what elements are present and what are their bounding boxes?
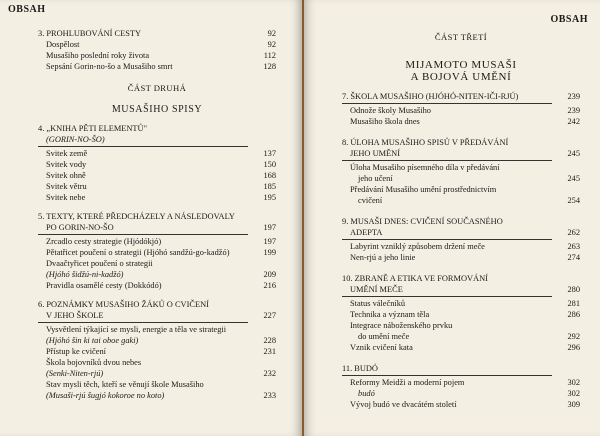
toc-entry: [38, 258, 276, 269]
entry-label: budó: [358, 389, 375, 398]
entry-label: Labyrint vzniklý způsobem držení meče: [350, 242, 485, 251]
right-running-header: OBSAH: [550, 14, 588, 25]
toc-entry: [342, 309, 580, 320]
entry-label: Vysvětlení týkající se mysli, energie a těla ve strategii: [46, 325, 227, 334]
page-number: 199: [263, 248, 276, 257]
page-number: 195: [263, 193, 276, 202]
page-number: 197: [263, 237, 276, 246]
entry-label: Musašiho škola dnes: [350, 117, 420, 126]
toc-entry: [38, 324, 276, 335]
toc-entry: [342, 388, 580, 399]
right-toc: [342, 22, 580, 410]
page-number: 286: [567, 310, 580, 319]
heading-label: V JEHO ŠKOLE: [46, 311, 104, 320]
entry-label: Technika a význam těla: [350, 310, 430, 319]
toc-entry: [38, 61, 276, 72]
heading-label: 8. ÚLOHA MUSAŠIHO SPISŮ V PŘEDÁVÁNÍ: [342, 138, 509, 147]
heading-label: 9. MUSAŠI DNES: CVIČENÍ SOUČASNÉHO: [342, 217, 503, 226]
toc-heading-9: [342, 216, 580, 227]
divider: [38, 234, 248, 235]
page-number: 128: [263, 62, 276, 71]
toc-entry: [342, 173, 580, 184]
entry-label: Přístup ke cvičení: [46, 347, 107, 356]
entry-label: Vznik cvičení kata: [350, 343, 413, 352]
entry-label: Reformy Meidži a moderní pojem: [350, 378, 465, 387]
page-number: 185: [263, 182, 276, 191]
toc-heading-10-cont: [342, 284, 580, 295]
entry-label: (Hjóhó šin ki tai oboe gaki): [46, 336, 139, 345]
toc-entry: [38, 39, 276, 50]
toc-entry: [38, 379, 276, 390]
entry-label: Pravidla osamělé cesty (Dokkódó): [46, 281, 162, 290]
toc-entry: [342, 320, 580, 331]
left-toc: [38, 28, 276, 401]
heading-label: PO GORIN-NO-ŠO: [46, 223, 114, 232]
entry-label: Svitek vody: [46, 160, 87, 169]
entry-label: Nen-rjú a jeho linie: [350, 253, 416, 262]
entry-label: Škola bojovníků dvou nebes: [46, 358, 142, 367]
toc-entry: [38, 280, 276, 291]
page-number: 239: [567, 92, 580, 101]
page-number: 239: [567, 106, 580, 115]
entry-label: Dvaačtyřicet poučení o strategii: [46, 259, 153, 268]
toc-entry: [38, 170, 276, 181]
toc-entry: [342, 162, 580, 173]
page-number: 302: [567, 378, 580, 387]
part-title: A BOJOVÁ UMĚNÍ: [410, 71, 512, 83]
page-number: 209: [263, 270, 276, 279]
toc-entry: [38, 368, 276, 379]
toc-heading-5-cont: [38, 222, 276, 233]
toc-entry: [342, 298, 580, 309]
heading-label: 4. „KNIHA PĚTI ELEMENTŮ": [38, 124, 148, 133]
divider: [38, 146, 248, 147]
entry-label: Svitek nebe: [46, 193, 86, 202]
entry-label: Předávání Musašiho umění prostřednictvím: [350, 185, 497, 194]
toc-heading-3: [38, 28, 276, 39]
toc-entry: [342, 116, 580, 127]
entry-label: Status válečníků: [350, 299, 406, 308]
page-number: 168: [263, 171, 276, 180]
page-number: 242: [567, 117, 580, 126]
entry-label: Dospělost: [46, 40, 80, 49]
page-number: 92: [267, 40, 276, 49]
page-number: 228: [263, 336, 276, 345]
heading-subtitle: (GORIN-NO-ŠO): [46, 135, 105, 144]
page-number: 263: [567, 242, 580, 251]
toc-entry: [342, 241, 580, 252]
toc-heading-6-cont: [38, 310, 276, 321]
entry-label: Svitek větru: [46, 182, 87, 191]
toc-heading-9-cont: [342, 227, 580, 238]
toc-entry: [342, 252, 580, 263]
page-number: 216: [263, 281, 276, 290]
entry-label: Integrace náboženského prvku: [350, 321, 453, 330]
page-number: 281: [567, 299, 580, 308]
divider: [342, 296, 552, 297]
toc-entry: [38, 236, 276, 247]
spacer: [342, 43, 580, 59]
toc-heading-8: [342, 137, 580, 148]
part-label: ČÁST TŘETÍ: [434, 32, 488, 42]
heading-label: 7. ŠKOLA MUSAŠIHO (HJÓHÓ-NITEN-IČI-RJÚ): [342, 92, 519, 101]
page-number: 92: [267, 29, 276, 38]
page-number: 280: [567, 285, 580, 294]
part-label: ČÁST DRUHÁ: [127, 83, 187, 93]
toc-entry: [342, 105, 580, 116]
toc-entry: [342, 331, 580, 342]
toc-entry: [342, 184, 580, 195]
page-number: 233: [263, 391, 276, 400]
toc-entry: [38, 50, 276, 61]
heading-label: 6. POZNÁMKY MUSAŠIHO ŽÁKŮ O CVIČENÍ: [38, 300, 209, 309]
toc-heading-11: [342, 363, 580, 374]
page-number: 262: [567, 228, 580, 237]
entry-label: (Musaši-rjú šugjó kokoroe no koto): [46, 391, 165, 400]
page-number: 227: [263, 311, 276, 320]
entry-label: jeho učení: [358, 174, 393, 183]
heading-label: JEHO UMĚNÍ: [350, 149, 401, 158]
toc-heading-8-cont: [342, 148, 580, 159]
entry-label: Sepsání Gorin-no-šo a Musašiho smrt: [46, 62, 173, 71]
entry-label: Svitek země: [46, 149, 88, 158]
toc-entry: [38, 148, 276, 159]
toc-entry: [38, 159, 276, 170]
heading-label: ADEPTA: [350, 228, 383, 237]
right-page: [304, 0, 600, 436]
toc-entry: [38, 346, 276, 357]
toc-entry: [342, 195, 580, 206]
toc-entry: [342, 342, 580, 353]
entry-label: Stav mysli těch, kteří se věnují škole Musašiho: [46, 380, 204, 389]
page-number: 296: [567, 343, 580, 352]
toc-entry: [342, 377, 580, 388]
toc-entry: [38, 335, 276, 346]
toc-heading-7: [342, 91, 580, 102]
heading-label: 5. TEXTY, KTERÉ PŘEDCHÁZELY A NÁSLEDOVALY: [38, 212, 235, 221]
divider: [342, 160, 552, 161]
divider: [38, 322, 248, 323]
toc-entry: [38, 247, 276, 258]
toc-entry: [342, 399, 580, 410]
entry-label: Úloha Musašiho písemného díla v předávání: [350, 163, 500, 172]
toc-heading-5: [38, 211, 276, 222]
toc-entry: [38, 357, 276, 368]
heading-label: 10. ZBRANĚ A ETIKA VE FORMOVÁNÍ: [342, 274, 488, 283]
heading-label: 11. BUDÓ: [342, 364, 378, 373]
page-number: 309: [567, 400, 580, 409]
page-number: 112: [263, 51, 276, 60]
page-number: 292: [567, 332, 580, 341]
divider: [342, 103, 552, 104]
page-number: 245: [567, 149, 580, 158]
entry-label: cvičení: [358, 196, 383, 205]
entry-label: Pětatřicet poučení o strategii (Hjóhó sandžú-go-kadžó): [46, 248, 230, 257]
toc-entry: [38, 269, 276, 280]
entry-label: Vývoj budó ve dvacátém století: [350, 400, 457, 409]
entry-label: Svitek ohně: [46, 171, 86, 180]
divider: [342, 239, 552, 240]
page-number: 302: [567, 389, 580, 398]
entry-label: Musašiho poslední roky života: [46, 51, 150, 60]
page-number: 231: [263, 347, 276, 356]
toc-entry: [38, 192, 276, 203]
page-number: 254: [567, 196, 580, 205]
page-number: 274: [567, 253, 580, 262]
toc-entry: [38, 181, 276, 192]
divider: [342, 375, 552, 376]
entry-label: Zrcadlo cesty strategie (Hjódókjó): [46, 237, 162, 246]
toc-heading-4: [38, 123, 276, 134]
entry-label: do umění meče: [358, 332, 410, 341]
toc-heading-6: [38, 299, 276, 310]
left-running-header: OBSAH: [8, 4, 46, 15]
part-title: MUSAŠIHO SPISY: [111, 104, 203, 115]
entry-label: (Hjóhó šidžú-ni-kadžó): [46, 270, 124, 279]
page-number: 232: [263, 369, 276, 378]
page-number: 150: [263, 160, 276, 169]
page-number: 245: [567, 174, 580, 183]
page-number: 197: [263, 223, 276, 232]
toc-heading-10: [342, 273, 580, 284]
heading-label: UMĚNÍ MEČE: [350, 285, 403, 294]
entry-label: Odnože školy Musašiho: [350, 106, 431, 115]
toc-entry: [38, 390, 276, 401]
part-title: MIJAMOTO MUSAŠI: [405, 59, 517, 71]
page-number: 137: [263, 149, 276, 158]
heading-label: 3. PROHLUBOVÁNÍ CESTY: [38, 29, 142, 38]
entry-label: (Senki-Niten-rjú): [46, 369, 104, 378]
